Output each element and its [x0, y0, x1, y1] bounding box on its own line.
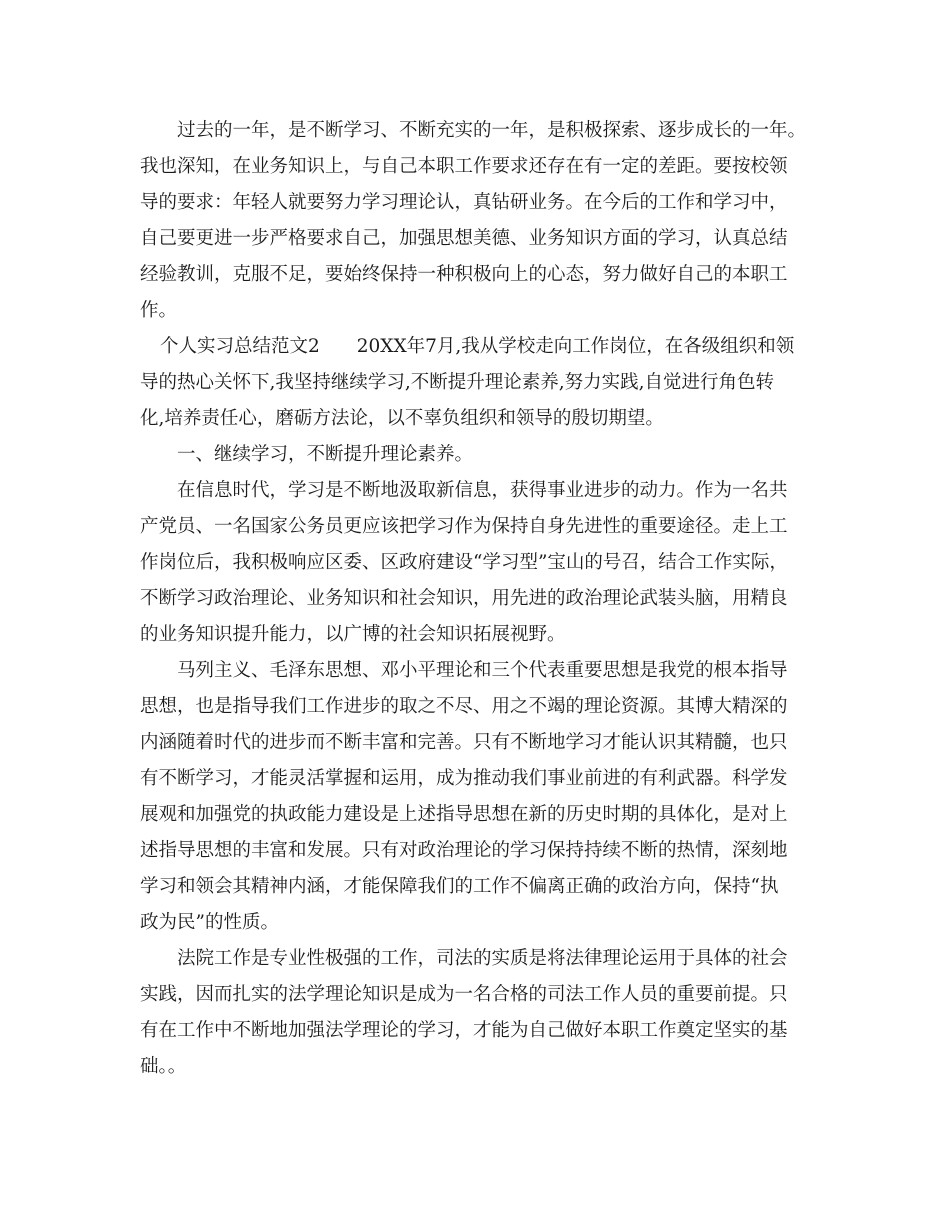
- text-line: 导的热心关怀下,我坚持继续学习,不断提升理论素养,努力实践,自觉进行角色转: [140, 372, 775, 393]
- section-heading-line: 个人实习总结范文2 20XX年7月,我从学校走向工作岗位，在各级组织和领: [160, 336, 795, 357]
- text-line: 政为民”的性质。: [140, 912, 279, 933]
- text-line: 有在工作中不断地加强法学理论的学习，才能为自己做好本职工作奠定坚实的基: [140, 1020, 788, 1041]
- text-line: 在信息时代，学习是不断地汲取新信息，获得事业进步的动力。作为一名共: [177, 480, 788, 501]
- text-line: 作。: [140, 300, 178, 321]
- text-line: 产党员、一名国家公务员更应该把学习作为保持自身先进性的重要途径。走上工: [140, 516, 788, 537]
- text-line: 马列主义、毛泽东思想、邓小平理论和三个代表重要思想是我党的根本指导: [177, 660, 788, 681]
- text-line: 自己要更进一步严格要求自己，加强思想美德、业务知识方面的学习，认真总结: [140, 228, 788, 249]
- text-line: 导的要求：年轻人就要努力学习理论认，真钻研业务。在今后的工作和学习中，: [140, 192, 788, 213]
- text-line: 法院工作是专业性极强的工作，司法的实质是将法律理论运用于具体的社会: [177, 948, 788, 969]
- text-line: 化,培养责任心，磨砺方法论，以不辜负组织和领导的殷切期望。: [140, 408, 664, 429]
- text-line: 思想，也是指导我们工作进步的取之不尽、用之不竭的理论资源。其博大精深的: [140, 696, 788, 717]
- text-line: 学习和领会其精神内涵，才能保障我们的工作不偏离正确的政治方向，保持“执: [140, 876, 779, 897]
- text-line: 实践，因而扎实的法学理论知识是成为一名合格的司法工作人员的重要前提。只: [140, 984, 788, 1005]
- text-line: 过去的一年，是不断学习、不断充实的一年，是积极探索、逐步成长的一年。: [177, 120, 807, 141]
- text-line: 作岗位后，我积极响应区委、区政府建设“学习型”宝山的号召，结合工作实际，: [140, 552, 788, 573]
- text-line: 经验教训，克服不足，要始终保持一种积极向上的心态，努力做好自己的本职工: [140, 264, 788, 285]
- text-line: 内涵随着时代的进步而不断丰富和完善。只有不断地学习才能认识其精髓，也只: [140, 732, 788, 753]
- subheading-line: 一、继续学习，不断提升理论素养。: [177, 444, 474, 465]
- text-line: 展观和加强党的执政能力建设是上述指导思想在新的历史时期的具体化，是对上: [140, 804, 788, 825]
- text-line: 我也深知，在业务知识上，与自己本职工作要求还存在有一定的差距。要按校领: [140, 156, 788, 177]
- text-line: 的业务知识提升能力，以广博的社会知识拓展视野。: [140, 624, 566, 645]
- text-line: 础。。: [140, 1056, 187, 1077]
- text-line: 有不断学习，才能灵活掌握和运用，成为推动我们事业前进的有利武器。科学发: [140, 768, 788, 789]
- text-line: 述指导思想的丰富和发展。只有对政治理论的学习保持持续不断的热情，深刻地: [140, 840, 788, 861]
- text-line: 不断学习政治理论、业务知识和社会知识，用先进的政治理论武装头脑，用精良: [140, 588, 788, 609]
